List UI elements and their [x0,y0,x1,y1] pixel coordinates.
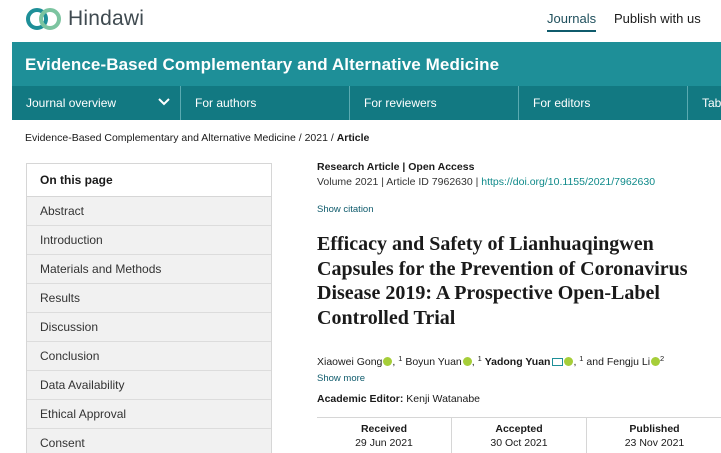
date-accepted-label: Accepted [495,423,543,435]
show-more-authors-button[interactable]: Show more [317,373,366,384]
subnav-for-reviewers[interactable]: For reviewers [350,86,519,120]
journal-title[interactable]: Evidence-Based Complementary and Alternative Medicine [25,55,500,74]
subnav-journal-overview[interactable] [12,86,181,120]
breadcrumb-current: Article [336,132,370,144]
toc-item-conclusion[interactable]: Conclusion [27,342,271,371]
toc-heading: On this page [27,164,271,197]
article-id: | Article ID 7962630 | [378,176,482,188]
toc-item-discussion[interactable]: Discussion [27,313,271,342]
toc-item-introduction[interactable]: Introduction [27,226,271,255]
author-and: and [583,356,607,368]
subnav-more[interactable]: Tab [702,96,721,110]
academic-editor [317,393,480,405]
toc-item-abstract[interactable]: Abstract [27,197,271,226]
subnav-journal-overview-label: Journal overview [26,96,117,110]
breadcrumb-separator: / [295,132,305,144]
chevron-down-icon [158,98,170,106]
breadcrumb-separator: / [327,132,337,144]
toc-item-data-availability[interactable]: Data Availability [27,371,271,400]
author-link-corresponding[interactable]: Yadong Yuan , $^1$ [484,354,584,368]
author-list [317,354,664,368]
toc-item-ethical-approval[interactable]: Ethical Approval [27,400,271,429]
article-meta [317,176,655,188]
on-this-page-nav [26,163,272,453]
article-volume: Volume 2021 [317,176,379,188]
journal-subnav [12,86,721,120]
journal-banner [12,42,721,86]
subnav-for-authors[interactable]: For authors [181,86,350,120]
author-link[interactable]: Xiaowei Gong , $^1$ [317,354,403,368]
date-published [587,418,721,453]
orcid-icon[interactable] [651,357,660,366]
article-type: Research Article | Open Access [317,161,475,173]
date-received-value: 29 Jun 2021 [355,437,413,449]
editor-label: Academic Editor: [317,393,404,405]
nav-journals[interactable]: Journals [547,11,597,26]
breadcrumb-year[interactable]: 2021 [304,132,328,144]
hindawi-logo-icon[interactable] [26,5,62,33]
doi-link[interactable]: https://doi.org/10.1155/2021/7962630 [481,176,656,188]
toc-item-consent[interactable]: Consent [27,429,271,453]
date-published-label: Published [629,423,680,435]
show-citation-button[interactable]: Show citation [317,204,374,215]
nav-publish-with-us[interactable]: Publish with us [614,11,701,26]
date-received-label: Received [360,423,408,435]
author-link[interactable]: Fengju Li $^2$ [606,354,665,368]
breadcrumb [25,132,369,144]
author-link[interactable]: Boyun Yuan , $^1$ [405,354,482,368]
date-received [317,418,452,453]
orcid-icon[interactable] [463,357,472,366]
date-accepted [452,418,587,453]
breadcrumb-journal[interactable]: Evidence-Based Complementary and Alternative Medicine [25,132,296,144]
article-dates [317,417,721,453]
article-title: Efficacy and Safety of Lianhuaqingwen Capsules for the Prevention of Coronavirus Disease 2019: A Prospective Open-Label Controlled Trial [317,233,688,329]
email-icon[interactable] [552,358,563,366]
toc-item-results[interactable]: Results [27,284,271,313]
date-accepted-value: 30 Oct 2021 [490,437,548,449]
site-header [0,0,721,42]
subnav-for-editors[interactable]: For editors [519,86,688,120]
toc-item-materials-methods[interactable]: Materials and Methods [27,255,271,284]
brand-name[interactable]: Hindawi [68,7,145,30]
editor-name: Kenji Watanabe [403,393,481,405]
date-published-value: 23 Nov 2021 [624,437,685,449]
